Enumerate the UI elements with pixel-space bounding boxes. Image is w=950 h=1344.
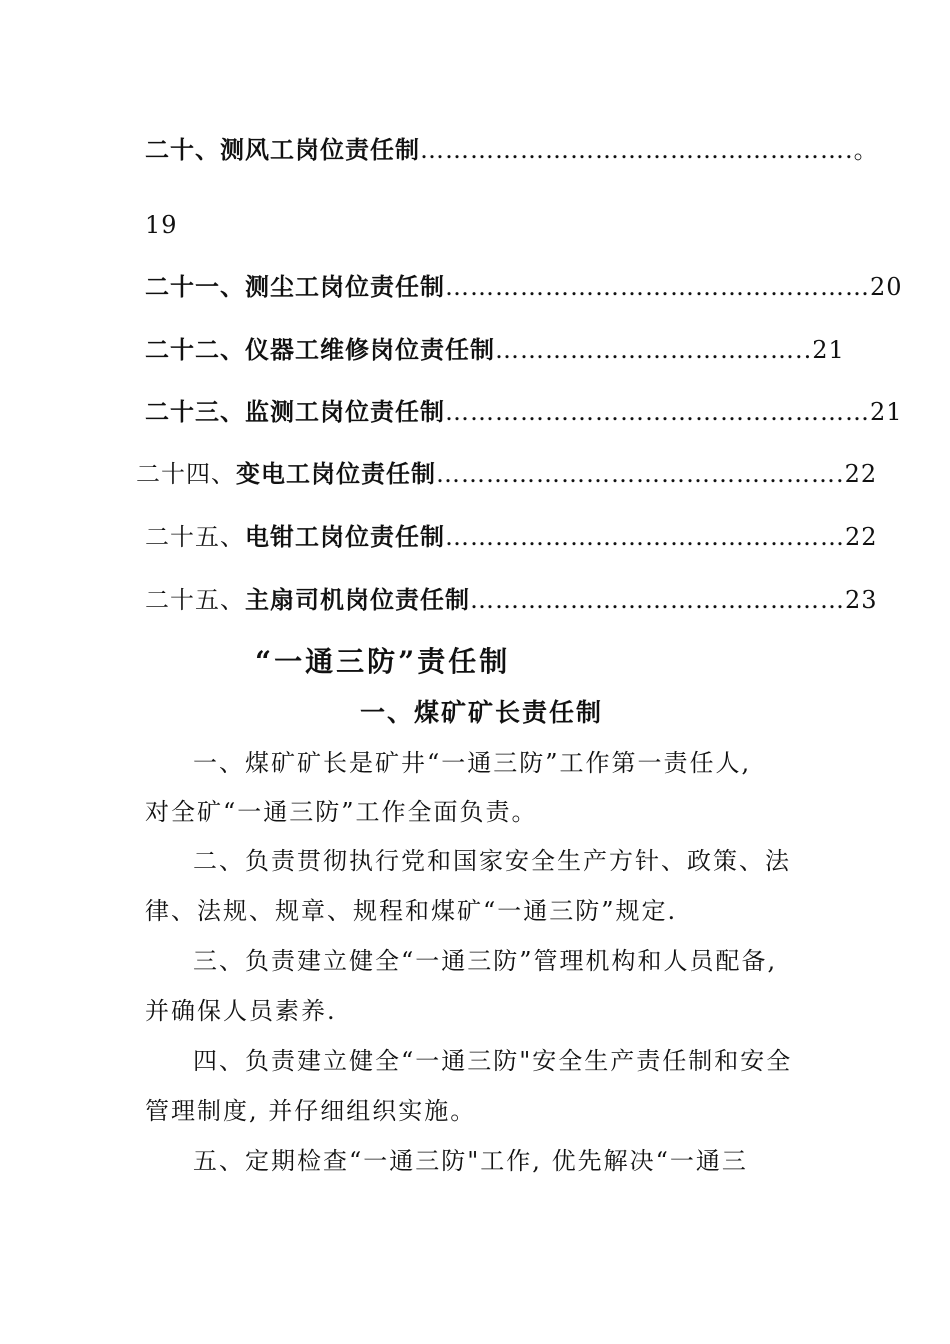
paragraph-line: 管理制度, 并仔细组织实施。	[145, 1097, 477, 1125]
toc-entry-20-page: 19	[145, 211, 178, 239]
toc-leader: ……………………………………………	[445, 273, 870, 301]
toc-entry-24[interactable]	[136, 459, 877, 489]
toc-entry-title: 主扇司机岗位责任制	[245, 585, 470, 614]
main-title: “一通三防”责任制	[255, 645, 511, 678]
toc-entry-title: 二十二、仪器工维修岗位责任制	[145, 335, 495, 364]
toc-entry-title: 电钳工岗位责任制	[245, 522, 445, 551]
paragraph-line: 对全矿“一通三防”工作全面负责。	[145, 798, 538, 826]
toc-page-number: 22	[845, 523, 878, 551]
toc-entry-prefix: 二十五、	[145, 523, 245, 551]
toc-page-number: 23	[845, 586, 878, 614]
toc-entry-25a[interactable]	[145, 522, 878, 552]
toc-entry-23[interactable]	[145, 397, 903, 427]
toc-entry-title: 二十一、测尘工岗位责任制	[145, 272, 445, 301]
paragraph-line: 二、负责贯彻执行党和国家安全生产方针、政策、法	[193, 847, 791, 875]
toc-entry-title: 二十、测风工岗位责任制	[145, 135, 420, 164]
section-title: 一、煤矿矿长责任制	[360, 698, 604, 727]
toc-entry-25b[interactable]	[145, 585, 878, 615]
toc-leader: …………………………………………	[445, 523, 845, 551]
toc-page-number: 21	[812, 336, 845, 364]
toc-leader: ……………………………………………	[445, 398, 870, 426]
paragraph-line: 四、负责建立健全“一通三防"安全生产责任制和安全	[193, 1047, 793, 1075]
toc-entry-20[interactable]	[145, 135, 879, 165]
toc-entry-21[interactable]	[145, 272, 903, 302]
toc-leader: …………………………………………….。	[420, 136, 879, 164]
toc-leader: ………………………………………….	[436, 460, 845, 488]
toc-leader: ………………………………………	[470, 586, 845, 614]
paragraph-line: 并确保人员素养.	[145, 997, 337, 1025]
toc-entry-title: 变电工岗位责任制	[236, 459, 436, 488]
toc-page-number: 21	[870, 398, 903, 426]
toc-entry-title: 二十三、监测工岗位责任制	[145, 397, 445, 426]
paragraph-line: 一、煤矿矿长是矿井“一通三防”工作第一责任人,	[193, 749, 752, 777]
toc-entry-prefix: 二十五、	[145, 586, 245, 614]
paragraph-line: 三、负责建立健全“一通三防”管理机构和人员配备,	[193, 947, 778, 975]
paragraph-line: 律、法规、规章、规程和煤矿“一通三防”规定.	[145, 897, 678, 925]
paragraph-line: 五、定期检查“一通三防"工作, 优先解决“一通三	[193, 1147, 748, 1175]
toc-entry-22[interactable]	[145, 335, 845, 365]
toc-entry-prefix: 二十四、	[136, 460, 236, 488]
toc-page-number: 20	[870, 273, 903, 301]
toc-leader: ………………………………..	[495, 336, 813, 364]
toc-page-number: 22	[844, 460, 878, 488]
